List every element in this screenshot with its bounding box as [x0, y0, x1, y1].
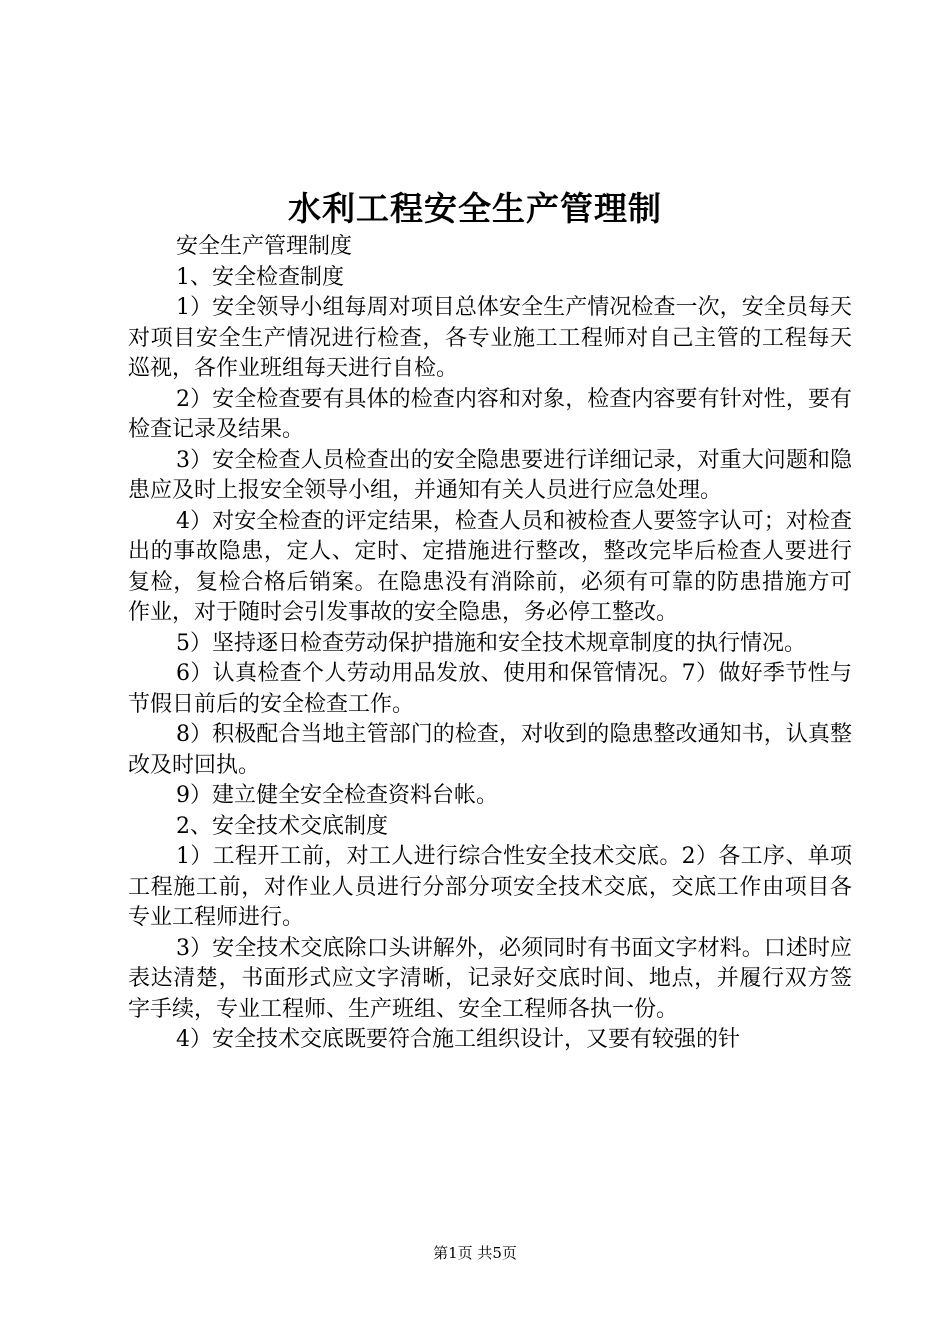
section-heading: 安全生产管理制度	[176, 234, 353, 259]
paragraph: 3）安全检查人员检查出的安全隐患要进行详细记录，对重大问题和隐患应及时上报安全领导小组，并通知有关人员进行应急处理。	[128, 447, 852, 503]
page-footer: 第1页 共5页	[433, 1244, 517, 1262]
paragraph: 1）工程开工前，对工人进行综合性安全技术交底。2）各工序、单项工程施工前，对作业人员进行分部分项安全技术交底，交底工作由项目各专业工程师进行。	[128, 844, 852, 930]
document-title: 水利工程安全生产管理制	[288, 189, 662, 228]
paragraph: 1）安全领导小组每周对项目总体安全生产情况检查一次，安全员每天对项目安全生产情况进行检查，各专业施工工程师对自己主管的工程每天巡视，各作业班组每天进行自检。	[128, 295, 852, 381]
paragraph: 2）安全检查要有具体的检查内容和对象，检查内容要有针对性，要有检查记录及结果。	[128, 386, 852, 442]
document-body	[128, 232, 852, 1056]
paragraph: 5）坚持逐日检查劳动保护措施和安全技术规章制度的执行情况。	[176, 630, 806, 656]
section-heading: 2、安全技术交底制度	[176, 813, 388, 839]
paragraph: 3）安全技术交底除口头讲解外，必须同时有书面文字材料。口述时应表达清楚，书面形式应文字清晰，记录好交底时间、地点，并履行双方签字手续，专业工程师、生产班组、安全工程师各执一份。	[128, 935, 852, 1022]
section-heading: 1、安全检查制度	[176, 264, 344, 290]
paragraph: 8）积极配合当地主管部门的检查，对收到的隐患整改通知书，认真整改及时回执。	[128, 722, 852, 778]
paragraph: 9）建立健全安全检查资料台帐。	[176, 783, 498, 808]
paragraph: 4）安全技术交底既要符合施工组织设计，又要有较强的针	[176, 1027, 740, 1052]
paragraph: 4）对安全检查的评定结果，检查人员和被检查人要签字认可；对检查出的事故隐患，定人、定时、定措施进行整改，整改完毕后检查人要进行复检，复检合格后销案。在隐患没有消除前，必须有可靠的防患措施方可作业，对于随时会引发事故的安全隐患，务必停工整改。	[128, 508, 852, 625]
paragraph: 6）认真检查个人劳动用品发放、使用和保管情况。7）做好季节性与节假日前后的安全检查工作。	[128, 661, 852, 717]
